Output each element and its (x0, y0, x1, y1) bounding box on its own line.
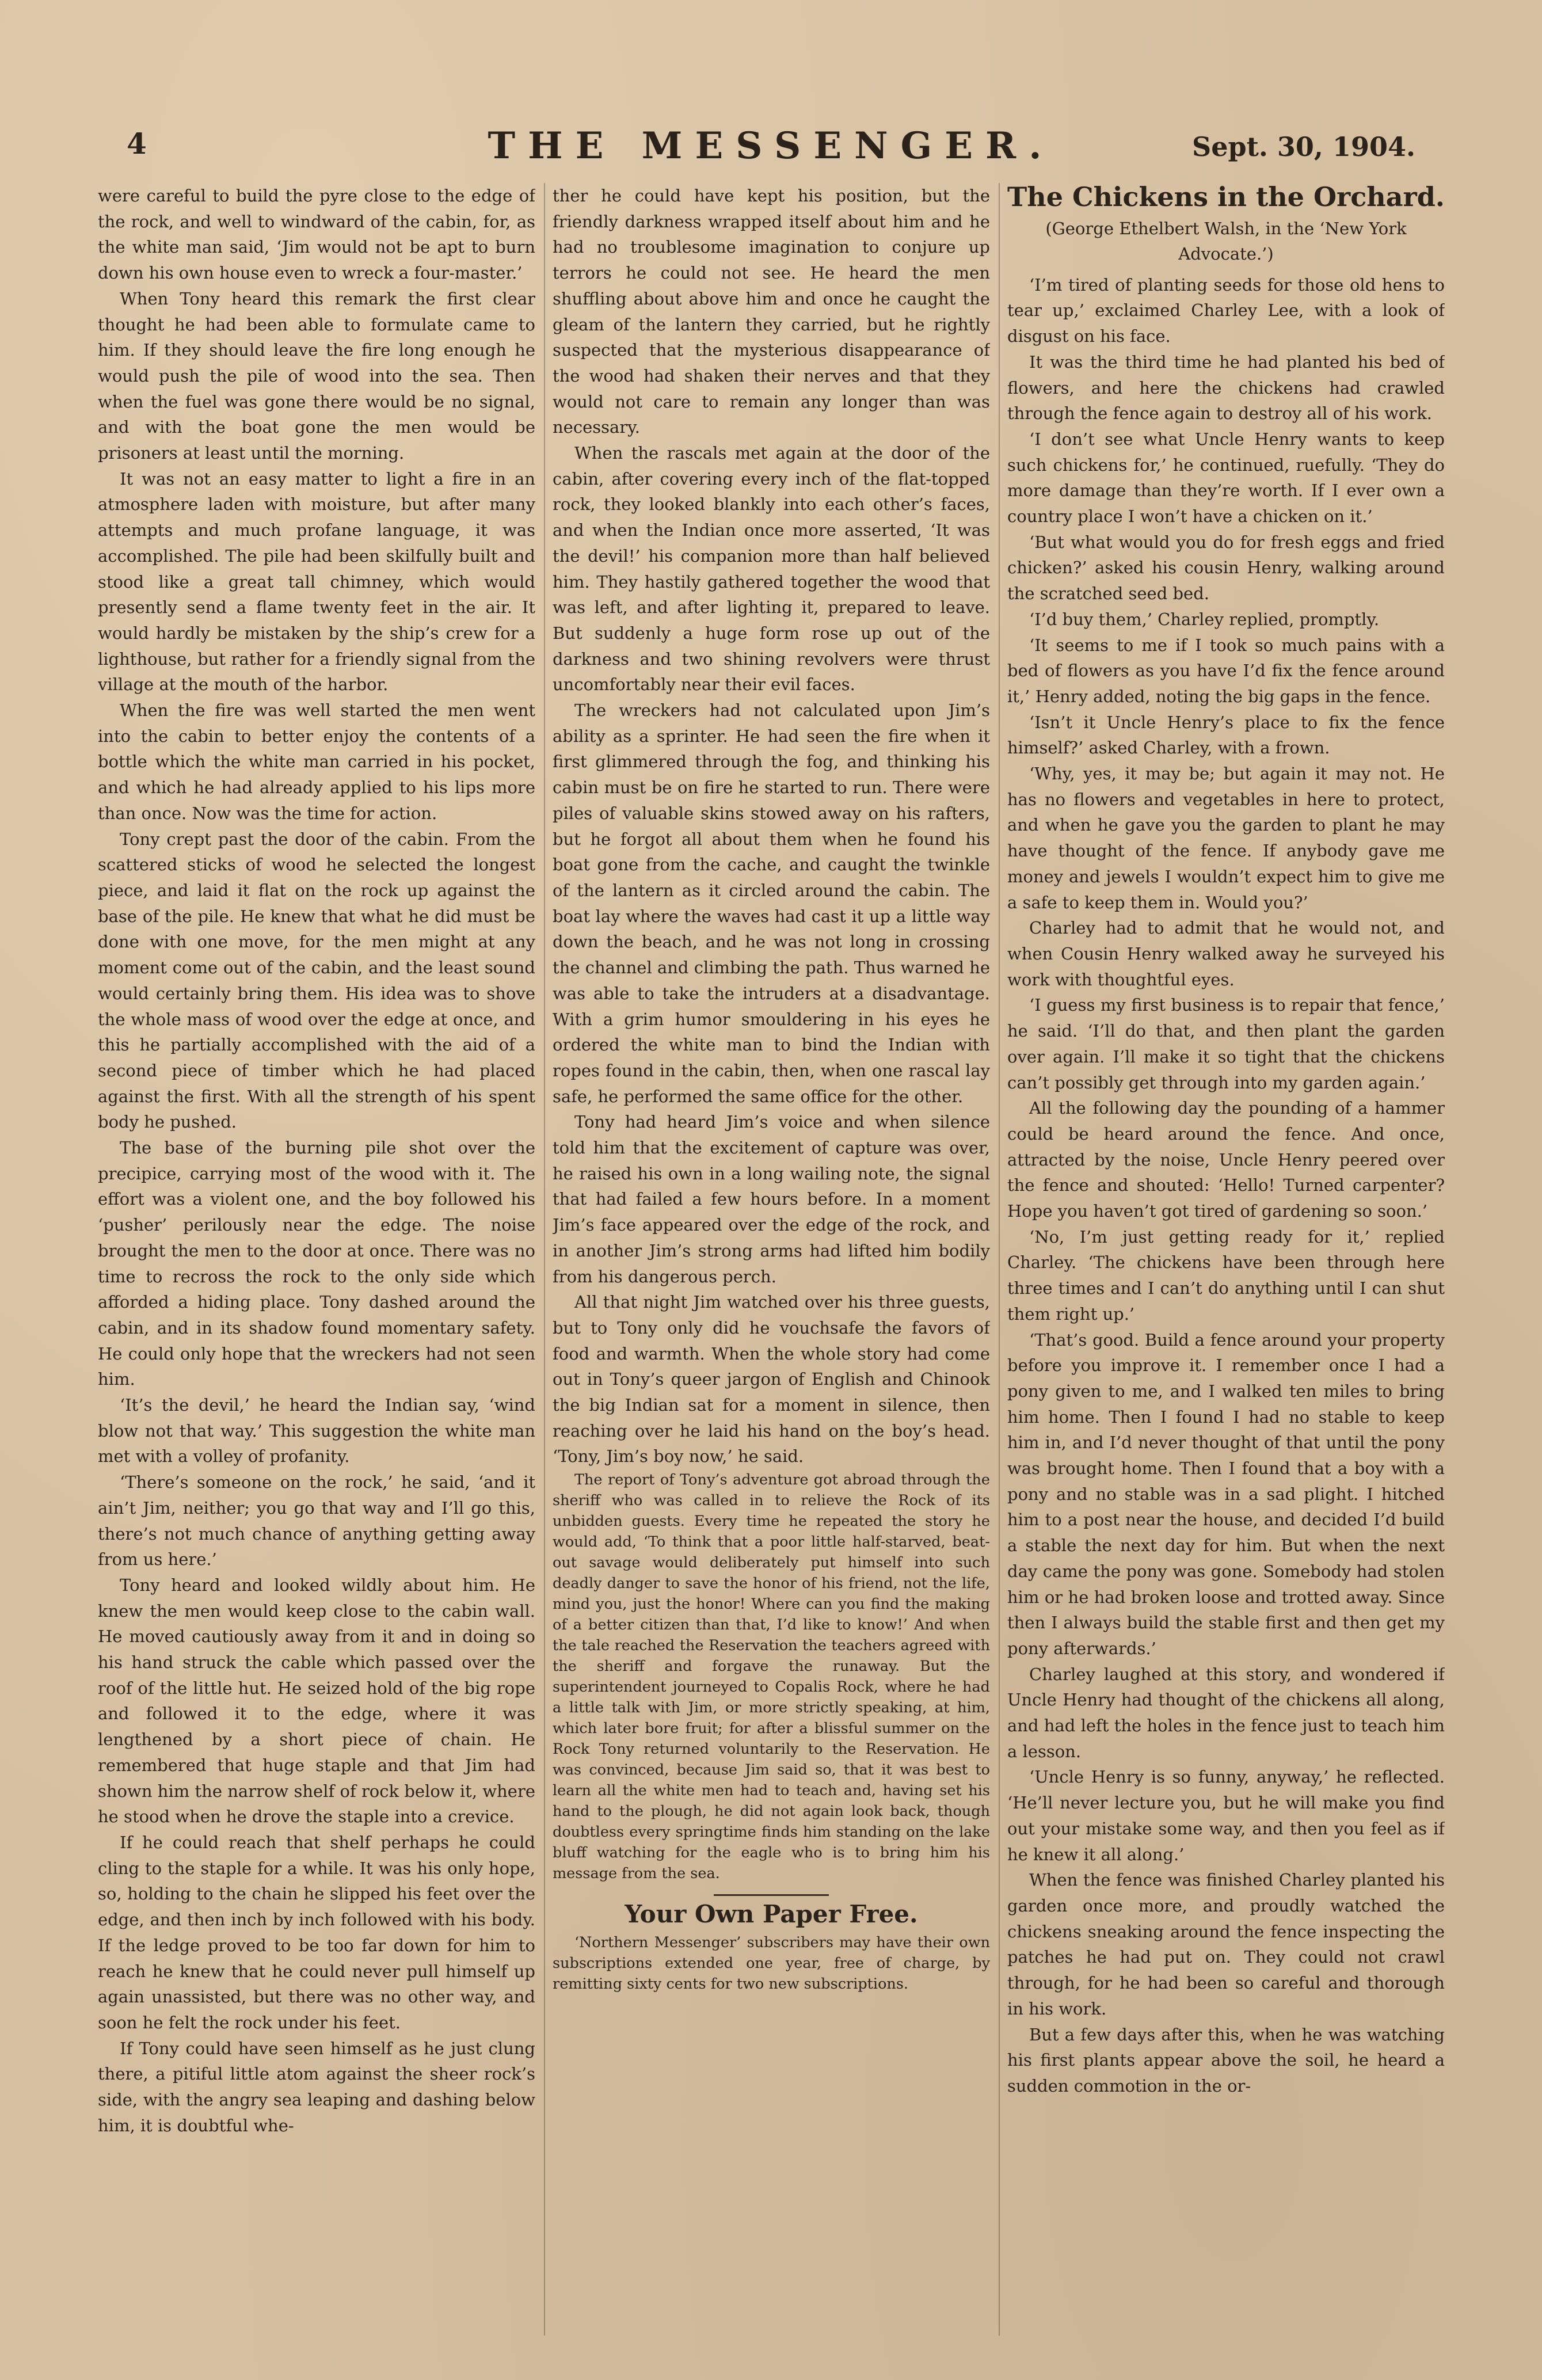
issue-date: Sept. 30, 1904. (1191, 131, 1415, 162)
paragraph: Tony crept past the door of the cabin. From the scattered sticks of wood he selected the longest piece, and laid it flat on the rock up against the base of the pile. He knew that what he did must be done with one move, for the men might at any moment come out of the cabin, and the least sound would certainly bring them. His idea was to shove the whole mass of wood over the edge at once, and this he partially accomplished with the aid of a second piece of timber which he had placed against the first. With all the strength of his spent body he pushed. (98, 829, 535, 1132)
paragraph: ‘But what would you do for fresh eggs and fried chicken?’ asked his cousin Henry, walking around the scratched seed bed. (1007, 532, 1445, 604)
paragraph: ‘I don’t see what Uncle Henry wants to keep such chickens for,’ he continued, ruefully. ‘They do more damage than they’re worth. If I ever own a country place I won’t have a chicken on it.’ (1007, 429, 1445, 527)
paragraph: When Tony heard this remark the first clear thought he had been able to formulate came to him. If they should leave the fire long enough he would push the pile of wood into the sea. Then when the fuel was gone there would be no signal, and with the boat gone the men would be prisoners at least until the morning. (98, 288, 535, 463)
paragraph: ‘Uncle Henry is so funny, anyway,’ he reflected. ‘He’ll never lecture you, but he will make you find out your mistake some way, and then you feel as if he knew it all along.’ (1007, 1767, 1445, 1864)
paragraph: ‘I’m tired of planting seeds for those old hens to tear up,’ exclaimed Charley Lee, with a look of disgust on his face. (1007, 275, 1445, 346)
column-divider (544, 183, 545, 2336)
notice-text: ‘Northern Messenger’ subscribers may have their own subscriptions extended one year, free of charge, by remitting sixty cents for two new subscriptions. (553, 1933, 990, 1993)
paragraph: ther he could have kept his position, but the friendly darkness wrapped itself about him and he had no troublesome imagination to conjure up terrors he could not see. He heard the men shuffling about above him and once he caught the gleam of the lantern they carried, but he rightly suspected that the mysterious disappearance of the wood had shaken their nerves and that they would not care to remain any longer than was necessary. (553, 186, 990, 437)
column-2 (553, 183, 990, 2336)
paragraph: ‘I guess my first business is to repair that fence,’ he said. ‘I’ll do that, and then plant the garden over again. I’ll make it so tight that the chickens can’t possibly get through into my garden again.’ (1007, 995, 1445, 1092)
paragraph: ‘It’s the devil,’ he heard the Indian say, ‘wind blow not that way.’ This suggestion the white man met with a volley of profanity. (98, 1395, 535, 1467)
masthead (92, 115, 1450, 178)
paragraph: The base of the burning pile shot over the precipice, carrying most of the wood with it. The effort was a violent one, and the boy followed his ‘pusher’ perilously near the edge. The noise brought the men to the door at once. There was no time to recross the rock to the only side which afforded a hiding place. Tony dashed around the cabin, and in its shadow found momentary safety. He could only hope that the wreckers had not seen him. (98, 1138, 535, 1389)
paragraph: It was not an easy matter to light a fire in an atmosphere laden with moisture, but after many attempts and much profane language, it was accomplished. The pile had been skilfully built and stood like a great tall chimney, which would presently send a flame twenty feet in the air. It would hardly be mistaken by the ship’s crew for a lighthouse, but rather for a friendly signal from the village at the mouth of the harbor. (98, 469, 535, 695)
column-1 (98, 183, 535, 2336)
paragraph: But a few days after this, when he was watching his first plants appear above the soil, he heard a sudden commotion in the or- (1007, 2024, 1445, 2096)
paragraph: When the fence was finished Charley planted his garden once more, and proudly watched the chickens sneaking around the fence inspecting the patches he had put on. They could not crawl through, for he had been so careful and thorough in his work. (1007, 1870, 1445, 2019)
paragraph: ‘That’s good. Build a fence around your property before you improve it. I remember once I had a pony given to me, and I walked ten miles to bring him home. Then I found I had no stable to keep him in, and I’d never thought of that until the pony was brought home. Then I found that a boy with a pony and no stable was in a sad plight. I hitched him to a post near the house, and decided I’d build a stable the next day for him. But when the next day came the pony was gone. Somebody had stolen him or he had broken loose and trotted away. Since then I always build the stable first and then get my pony afterwards.’ (1007, 1330, 1445, 1658)
paragraph: ‘It seems to me if I took so much pains with a bed of flowers as you have I’d fix the fence around it,’ Henry added, noting the big gaps in the fence. (1007, 635, 1445, 706)
column-3 (1007, 183, 1445, 2336)
paragraph: Charley had to admit that he would not, and when Cousin Henry walked away he surveyed his work with thoughtful eyes. (1007, 918, 1445, 989)
newspaper-title: THE MESSENGER. (488, 124, 1054, 167)
paragraph: If he could reach that shelf perhaps he could cling to the staple for a while. It was his only hope, so, holding to the chain he slipped his feet over the edge, and then inch by inch followed with his body. If the ledge proved to be too far down for him to reach he knew that he could never pull himself up again unassisted, but there was no other way, and soon he felt the rock under his feet. (98, 1833, 535, 2032)
article-columns (98, 183, 1445, 2336)
paragraph: ‘I’d buy them,’ Charley replied, promptly. (1029, 609, 1380, 629)
paragraph: ‘There’s someone on the rock,’ he said, ‘and it ain’t Jim, neither; you go that way and I’ll go this, there’s not much chance of anything getting away from us here.’ (98, 1472, 535, 1570)
paragraph: It was the third time he had planted his bed of flowers, and here the chickens had crawled through the fence again to destroy all of his work. (1007, 352, 1445, 424)
paragraph: Tony heard and looked wildly about him. He knew the men would keep close to the cabin wall. He moved cautiously away from it and in doing so his hand struck the cable which passed over the roof of the little hut. He seized hold of the big rope and followed it to the edge, where it was lengthened by a short piece of chain. He remembered that huge staple and that Jim had shown him the narrow shelf of rock below it, where he stood when he drove the staple into a crevice. (98, 1575, 535, 1827)
paragraph: ‘No, I’m just getting ready for it,’ replied Charley. ‘The chickens have been through here three times and I can’t do anything until I can shut them right up.’ (1007, 1227, 1445, 1324)
paragraph: were careful to build the pyre close to the edge of the rock, and well to windward of the cabin, for, as the white man said, ‘Jim would not be apt to burn down his own house even to wreck a four-master.’ (98, 186, 535, 283)
paragraph: Tony had heard Jim’s voice and when silence told him that the excitement of capture was over, he raised his own in a long wailing note, the signal that had failed a few hours before. In a moment Jim’s face appeared over the edge of the rock, and in another Jim’s strong arms had lifted him bodily from his dangerous perch. (553, 1112, 990, 1286)
notice-title: Your Own Paper Free. (625, 1900, 918, 1929)
paragraph: The wreckers had not calculated upon Jim’s ability as a sprinter. He had seen the fire when it first glimmered through the fog, and thinking his cabin must be on fire he started to run. There were piles of valuable skins stowed away on his rafters, but he forgot all about them when he found his boat gone from the cache, and caught the twinkle of the lantern as it circled around the cabin. The boat lay where the waves had cast it up a little way down the beach, and he was not long in crossing the channel and climbing the path. Thus warned he was able to take the intruders at a disadvantage. With a grim humor smouldering in his eyes he ordered the white man to bind the Indian with ropes found in the cabin, then, when one rascal lay safe, he performed the same office for the other. (553, 700, 990, 1106)
paragraph: All the following day the pounding of a hammer could be heard around the fence. And once, attracted by the noise, Uncle Henry peered over the fence and shouted: ‘Hello! Turned carpenter? Hope you haven’t got tired of gardening so soon.’ (1007, 1098, 1445, 1221)
paragraph: ‘Isn’t it Uncle Henry’s place to fix the fence himself?’ asked Charley, with a frown. (1007, 712, 1445, 758)
story-byline: (George Ethelbert Walsh, in the ‘New York Advocate.’) (1045, 218, 1407, 264)
paragraph: All that night Jim watched over his three guests, but to Tony only did he vouchsafe the favors of food and warmth. When the whole story had come out in Tony’s queer jargon of English and Chinook the big Indian sat for a moment in silence, then reaching over he laid his hand on the boy’s head. ‘Tony, Jim’s boy now,’ he said. (553, 1292, 990, 1467)
paragraph: ‘Why, yes, it may be; but again it may not. He has no flowers and vegetables in here to protect, and when he gave you the garden to plant he may have thought of the fence. If anybody gave me money and jewels I wouldn’t expect him to give me a safe to keep them in. Would you?’ (1007, 764, 1445, 912)
paragraph: If Tony could have seen himself as he just clung there, a pitiful little atom against the sheer rock’s side, with the angry sea leaping and dashing below him, it is doubtful whe- (98, 2038, 535, 2135)
paragraph: The report of Tony’s adventure got abroad through the sheriff who was called in to relieve the Rock of its unbidden guests. Every time he repeated the story he would add, ‘To think that a poor little half-starved, beat-out savage would deliberately put himself into such deadly danger to save the honor of his friend, not the life, mind you, just the honor! Where can you find the making of a better citizen than that, I’d like to know!’ And when the tale reached the Reservation the teachers agreed with the sheriff and forgave the runaway. But the superintendent journeyed to Copalis Rock, where he had a little talk with Jim, or more strictly speaking, at him, which later bore fruit; for after a blissful summer on the Rock Tony returned voluntarily to the Reservation. He was convinced, because Jim said so, that it was best to learn all the white men had to teach and, having set his hand to the plough, he did not again look back, though doubtless every springtime finds him standing on the lake bluff watching for the eagle who is to bring him his message from the sea. (553, 1471, 990, 1883)
paragraph: Charley laughed at this story, and wondered if Uncle Henry had thought of the chickens all along, and had left the holes in the fence just to teach him a lesson. (1007, 1664, 1445, 1761)
page-number: 4 (127, 127, 147, 161)
paragraph: When the fire was well started the men went into the cabin to better enjoy the contents of a bottle which the white man carried in his pocket, and which he had already applied to his lips more than once. Now was the time for action. (98, 700, 535, 823)
paragraph: When the rascals met again at the door of the cabin, after covering every inch of the flat-topped rock, they looked blankly into each other’s faces, and when the Indian once more asserted, ‘It was the devil!’ his companion more than half believed him. They hastily gathered together the wood that was left, and after lighting it, prepared to leave. But suddenly a huge form rose up out of the darkness and two shining revolvers were thrust uncomfortably near their evil faces. (553, 443, 990, 695)
column-divider (999, 183, 1000, 2336)
section-rule (714, 1894, 829, 1896)
story-title: The Chickens in the Orchard. (1007, 183, 1445, 212)
